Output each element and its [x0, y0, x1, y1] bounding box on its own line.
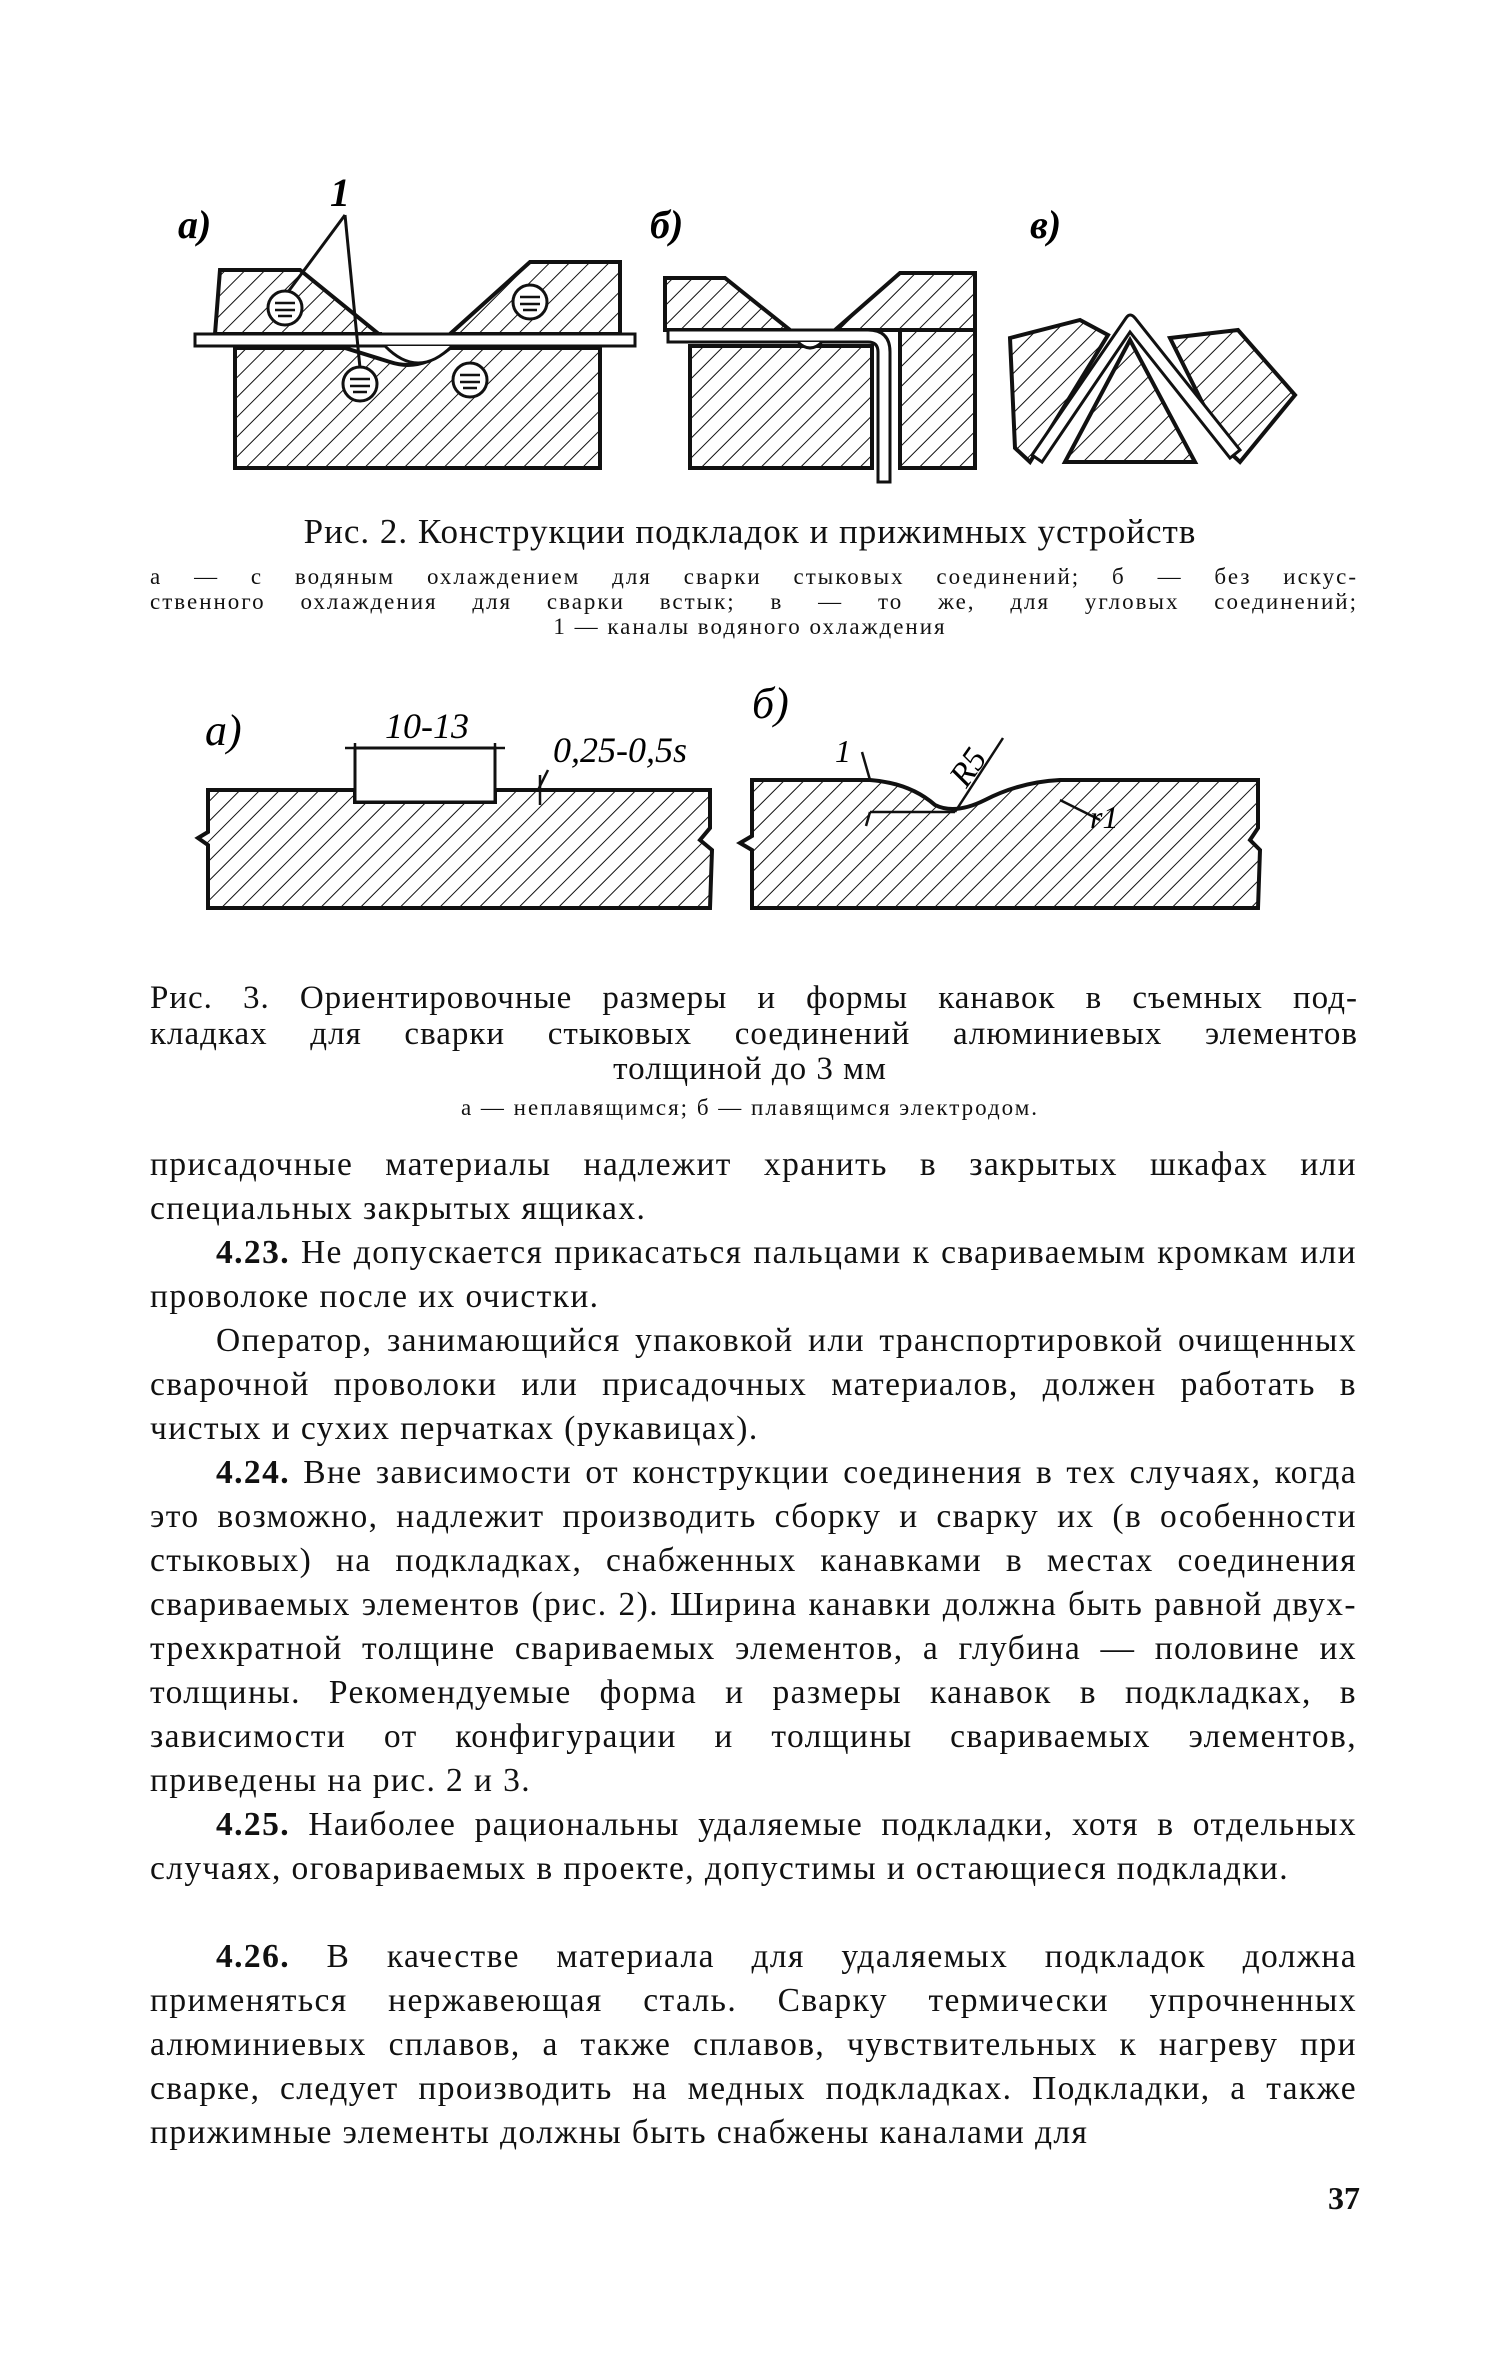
fig2-legend-line1: а — с водяным охлаждением для сварки стыковых соединений; б — без искус- [150, 564, 1358, 589]
fig3a-label: а) [205, 706, 242, 755]
fig3b-dim-h: 1 [835, 733, 851, 769]
fig2-callout-1: 1 [330, 170, 350, 215]
fig3b-dim-r1: r1 [1090, 799, 1119, 835]
fig3b-label: б) [752, 679, 789, 728]
clause-number-4-25: 4.25. [216, 1806, 290, 1843]
fig2b-label: б) [650, 202, 684, 247]
fig2-legend-line3: 1 — каналы водяного охлаждения [553, 614, 947, 639]
paragraph-4-24-text: Вне зависимости от конструкции соединения в тех случаях, когда это возможно, надлежит производить сборку и сварку их (в особенности стыковых) на подкладках, снабженных канавками в местах соединения свариваемых элементов (рис. 2). Ширина канавки должна быть равной двух-трехкратной толщине свариваемых элементов, а глубина — половине их толщины. Рекомендуемые форма и размеры канавок в подкладках, в зависимости от конфигурации и толщины свариваемых элементов, приведены на рис. 2 и 3. [150, 1454, 1358, 1799]
fig2-legend-line2: ственного охлаждения для сварки встык; в — то же, для угловых соединений; [150, 589, 1358, 614]
fig2v-label: в) [1030, 202, 1062, 247]
paragraph-4-23 [150, 1231, 1357, 1319]
fig2a-drawing [195, 215, 635, 468]
paragraph-4-25-text: Наиболее рациональны удаляемые подкладки, хотя в отдельных случаях, оговариваемых в проекте, допустимы и остающиеся подкладки. [150, 1806, 1357, 1887]
clause-number-4-23: 4.23. [216, 1234, 290, 1271]
paragraph-storage [150, 1143, 1357, 1231]
fig2a-label: а) [178, 202, 212, 247]
fig3a-dim-width: 10-13 [385, 706, 469, 746]
paragraph-4-26-text: В качестве материала для удаляемых подкладок должна применяться нержавеющая сталь. Сварку термически упрочненных алюминиевых сплавов, а также сплавов, чувствительных к нагреву при сварке, следует производить на медных подкладках. Подкладки, а также прижимные элементы должны быть снабжены каналами для [150, 1938, 1358, 2151]
paragraph-storage-text: присадочные материалы надлежит хранить в закрытых шкафах или специальных закрытых ящиках. [150, 1146, 1357, 1227]
paragraph-4-26 [150, 1935, 1357, 2155]
fig2v-drawing [1010, 315, 1295, 462]
fig2b-drawing [665, 273, 975, 482]
clause-number-4-24: 4.24. [216, 1454, 290, 1491]
fig3b-dim-radius: R5 [942, 741, 995, 794]
fig3-caption-line1: Рис. 3. Ориентировочные размеры и формы канавок в съемных под- [150, 980, 1358, 1016]
fig2-caption: Рис. 2. Конструкции подкладок и прижимных устройств [303, 512, 1197, 551]
clause-number-4-26: 4.26. [216, 1938, 290, 1975]
paragraph-operator-text: Оператор, занимающийся упаковкой или транспортировкой очищенных сварочной проволоки или присадочных материалов, должен работать в чистых и сухих перчатках (рукавицах). [150, 1322, 1357, 1447]
fig3a-dim-depth: 0,25-0,5s [553, 730, 687, 770]
paragraph-4-25 [150, 1803, 1357, 1891]
fig3-legend: а — неплавящимся; б — плавящимся электродом. [460, 1095, 1040, 1120]
fig3-caption-line2: кладках для сварки стыковых соединений алюминиевых элементов [150, 1016, 1358, 1052]
paragraph-4-24 [150, 1451, 1357, 1803]
fig3-caption-line3: толщиной до 3 мм [613, 1051, 887, 1087]
paragraph-operator [150, 1319, 1357, 1451]
page-number: 37 [1328, 2180, 1360, 2216]
paragraph-4-23-text: Не допускается прикасаться пальцами к свариваемым кромкам или проволоке после их очистки. [150, 1234, 1357, 1315]
fig3b-drawing [740, 738, 1260, 908]
